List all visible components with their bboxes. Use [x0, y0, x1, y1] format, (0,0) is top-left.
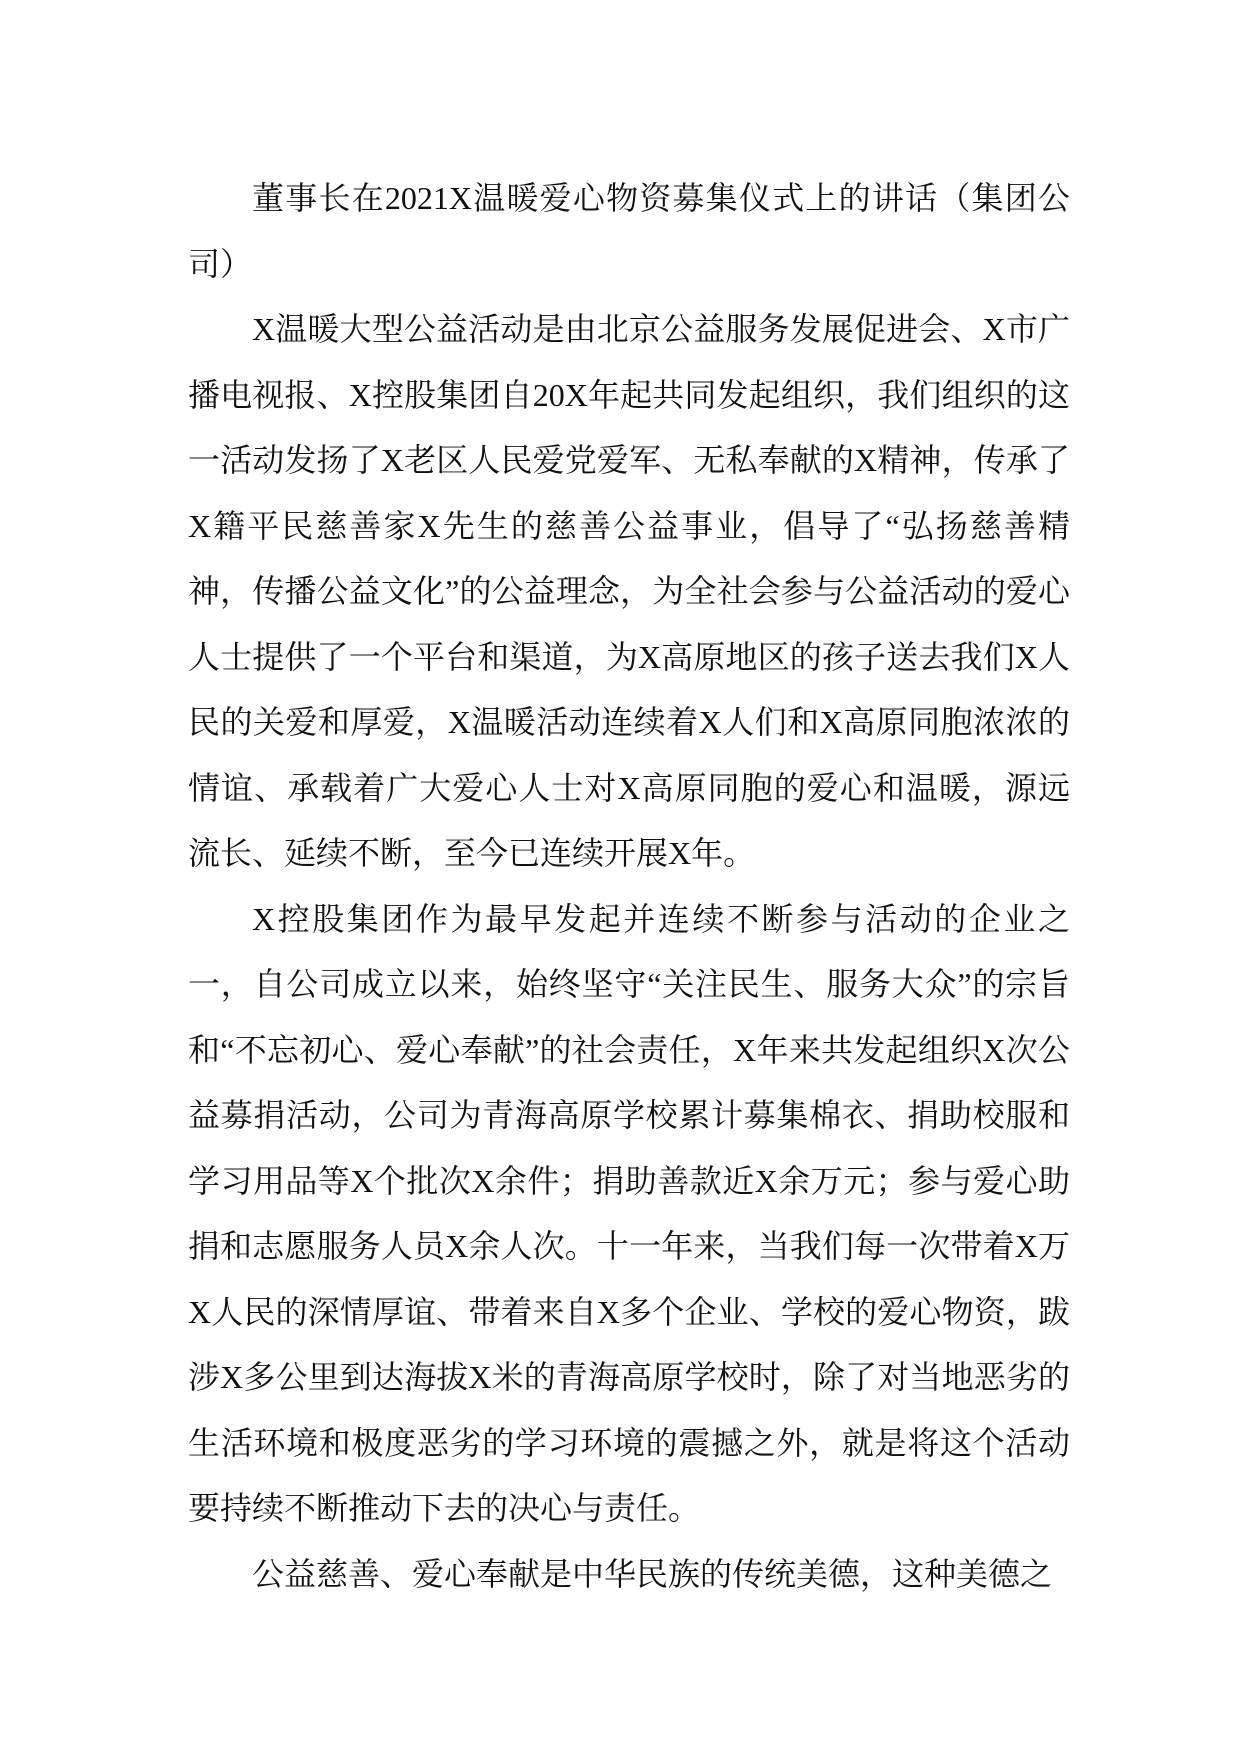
paragraph-activity-intro: X温暖大型公益活动是由北京公益服务发展促进会、X市广播电视报、X控股集团自20X年起共同发起组织，我们组织的这一活动发扬了X老区人民爱党爱军、无私奉献的X精神，传承了X籍平民慈善家X先生的慈善公益事业，倡导了“弘扬慈善精神，传播公益文化”的公益理念，为全社会参与公益活动的爱心人士提供了一个平台和渠道，为X高原地区的孩子送去我们X人民的关爱和厚爱，X温暖活动连续着X人们和X高原同胞浓浓的情谊、承载着广大爱心人士对X高原同胞的爱心和温暖，源远流长、延续不断，至今已连续开展X年。	[188, 311, 1070, 871]
document-body	[188, 166, 1070, 1607]
speech-title: 董事长在2021X温暖爱心物资募集仪式上的讲话（集团公司）	[188, 180, 1070, 282]
paragraph-charity-virtue: 公益慈善、爱心奉献是中华民族的传统美德，这种美德之	[252, 1555, 1053, 1592]
paragraph-company-contribution: X控股集团作为最早发起并连续不断参与活动的企业之一，自公司成立以来，始终坚守“关注民生、服务大众”的宗旨和“不忘初心、爱心奉献”的社会责任，X年来共发起组织X次公益募捐活动，公司为青海高原学校累计募集棉衣、捐助校服和学习用品等X个批次X余件；捐助善款近X余万元；参与爱心助捐和志愿服务人员X余人次。十一年来，当我们每一次带着X万X人民的深情厚谊、带着来自X多个企业、学校的爱心物资，跋涉X多公里到达海拔X米的青海高原学校时，除了对当地恶劣的生活环境和极度恶劣的学习环境的震撼之外，就是将这个活动要持续不断推动下去的决心与责任。	[188, 900, 1070, 1526]
